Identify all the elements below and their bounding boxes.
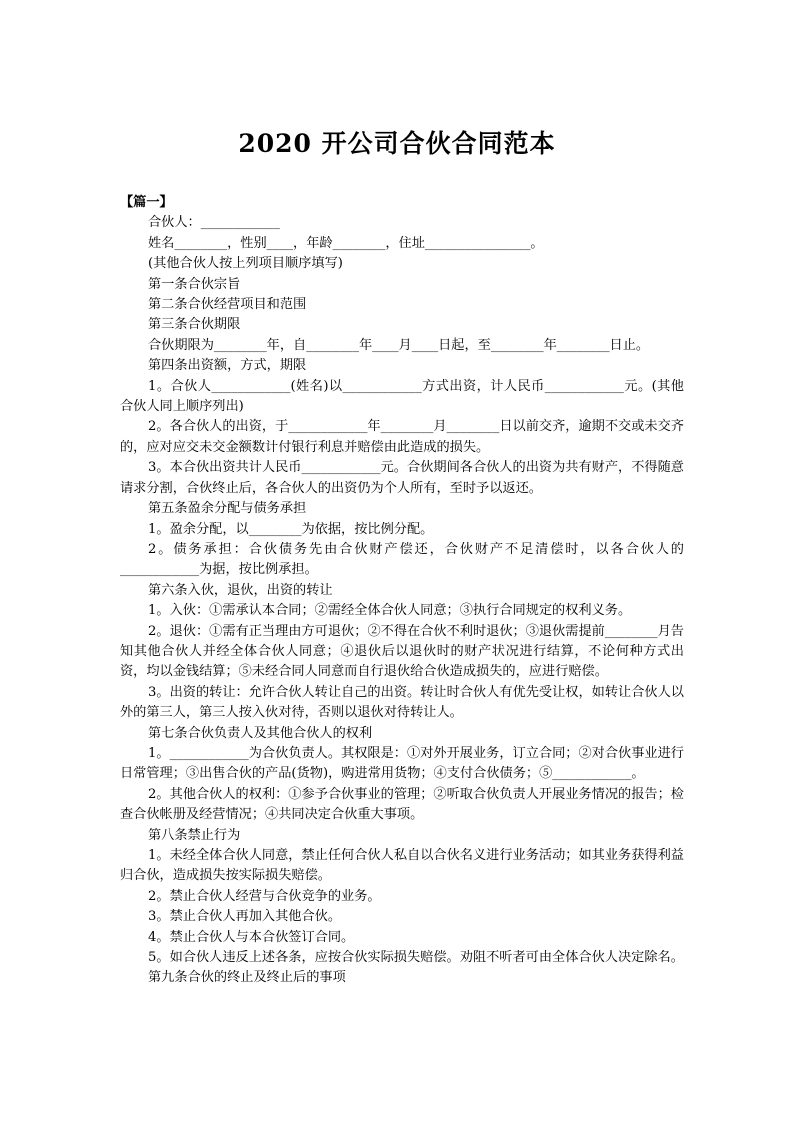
clause-text: 合伙期限为________年，自________年____月____日起，至________年________日止。 [148,337,650,353]
article-heading: 第五条盈余分配与债务承担 [148,501,307,517]
document-title: 2020 开公司合伙合同范本 [238,129,556,158]
article-heading: 第八条禁止行为 [148,827,241,843]
section-label: 【篇一】 [120,195,173,210]
clause-text: 3。出资的转让：允许合伙人转让自己的出资。转让时合伙人有优先受让权，如转让合伙人以外的第三人，第三人按入伙对待，否则以退伙对待转让人。 [120,684,684,721]
article-heading: 第七条合伙负责人及其他合伙人的权利 [148,725,373,741]
clause-text: 5。如合伙人违反上述各条，应按合伙实际损失赔偿。劝阻不听者可由全体合伙人决定除名。 [148,950,684,966]
clause-text: 2。退伙：①需有正当理由方可退伙；②不得在合伙不利时退伙；③退伙需提前________月告知其他合伙人并经全体合伙人同意；④退伙后以退伙时的财产状况进行结算，不论何种方式出资，均以金钱结算；⑤未经合同人同意而自行退伙给合伙造成损失的，应进行赔偿。 [120,623,684,680]
note-line: (其他合伙人按上列项目顺序填写) [148,256,343,272]
partner-line: 合伙人：____________ [148,215,280,231]
clause-text: 2。其他合伙人的权利：①参予合伙事业的管理；②听取合伙负责人开展业务情况的报告；检查合伙帐册及经营情况；④共同决定合伙重大事项。 [120,786,684,823]
clause-text: 1。盈余分配，以________为依据，按比例分配。 [148,521,434,537]
article-heading: 第一条合伙宗旨 [148,276,241,292]
clause-text: 1。入伙：①需承认本合同；②需经全体合伙人同意；③执行合同规定的权利义务。 [148,603,632,619]
article-heading: 第二条合伙经营项目和范围 [148,297,307,313]
article-heading: 第四条出资额，方式，期限 [148,358,307,374]
article-heading: 第六条入伙，退伙，出资的转让 [148,582,333,598]
clause-text: 3。本合伙出资共计人民币____________元。合伙期间各合伙人的出资为共有财产，不得随意请求分割，合伙终止后，各合伙人的出资仍为个人所有，至时予以返还。 [120,460,684,496]
clause-text: 4。禁止合伙人与本合伙签订合同。 [148,929,355,945]
clause-text: 2。禁止合伙人经营与合伙竞争的业务。 [148,888,381,904]
clause-text: 2。债务承担：合伙债务先由合伙财产偿还，合伙财产不足清偿时，以各合伙人的____________为据，按比例承担。 [120,541,684,578]
clause-text: 3。禁止合伙人再加入其他合伙。 [148,909,342,925]
clause-text: 1。未经全体合伙人同意，禁止任何合伙人私自以合伙名义进行业务活动；如其业务获得利益归合伙，造成损失按实际损失赔偿。 [120,848,684,884]
document-body [120,193,684,989]
partner-info-line: 姓名________，性别____，年龄________，住址________________。 [148,235,544,251]
clause-text: 1。合伙人____________(姓名)以____________方式出资，计人民币____________元。(其他合伙人同上顺序列出) [120,378,684,415]
article-heading: 第三条合伙期限 [148,317,241,333]
article-heading: 第九条合伙的终止及终止后的事项 [148,970,346,986]
clause-text: 1。____________为合伙负责人。其权限是：①对外开展业务，订立合同；②对合伙事业进行日常管理；③出售合伙的产品(货物)，购进常用货物；④支付合伙债务；⑤____________。 [120,745,684,782]
clause-text: 2。各合伙人的出资，于____________年________月________日以前交齐，逾期不交或未交齐的，应对应交未交金额数计付银行利息并赔偿由此造成的损失。 [120,419,684,455]
